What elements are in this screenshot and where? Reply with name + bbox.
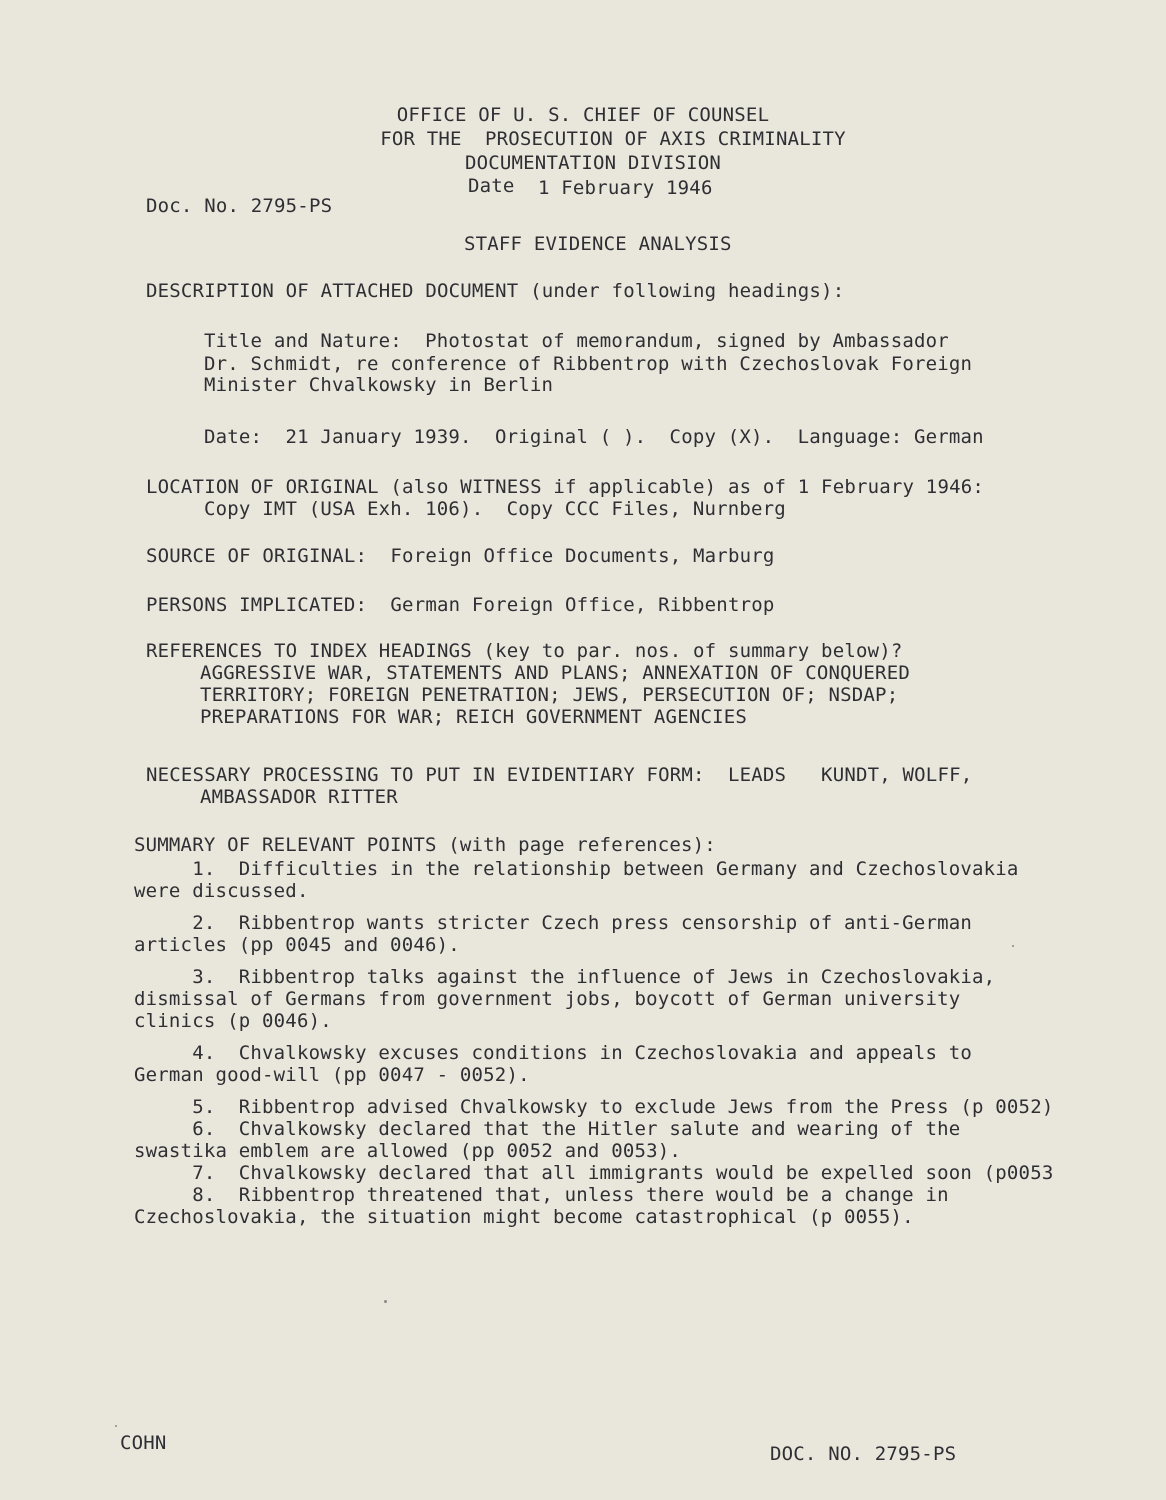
title-nature-line-3: Minister Chvalkowsky in Berlin [204, 374, 554, 396]
references-line-1: REFERENCES TO INDEX HEADINGS (key to par. nos. of summary below)? [146, 640, 903, 662]
header-division: DOCUMENTATION DIVISION [464, 152, 722, 174]
title-nature-line-1: Title and Nature: Photostat of memorandum, signed by Ambassador [204, 330, 949, 352]
footer-doc-number: DOC. NO. 2795-PS [770, 1443, 957, 1465]
summary-point-1a: 1. Difficulties in the relationship between Germany and Czechoslovakia [134, 858, 1019, 880]
header-office: OFFICE OF U. S. CHIEF OF COUNSEL [396, 104, 770, 126]
index-references [146, 640, 910, 728]
summary-point-2a: 2. Ribbentrop wants stricter Czech press censorship of anti-German [134, 912, 973, 934]
analyst-name: COHN [120, 1432, 167, 1454]
summary-point-4a: 4. Chvalkowsky excuses conditions in Czechoslovakia and appeals to [134, 1042, 973, 1064]
processing-line-1: NECESSARY PROCESSING TO PUT IN EVIDENTIARY FORM: LEADS KUNDT, WOLFF, [146, 764, 973, 786]
summary-point-3b: dismissal of Germans from government jobs, boycott of German university [134, 988, 961, 1010]
summary-heading: SUMMARY OF RELEVANT POINTS (with page references): [134, 834, 716, 856]
references-line-2: AGGRESSIVE WAR, STATEMENTS AND PLANS; ANNEXATION OF CONQUERED [200, 662, 910, 684]
summary-points [134, 858, 1053, 1228]
summary-point-4b: German good-will (pp 0047 - 0052). [134, 1064, 530, 1086]
header-date-value: 1 February 1946 [538, 177, 713, 199]
scan-speck [115, 1425, 117, 1427]
location-line-2: Copy IMT (USA Exh. 106). Copy CCC Files, Nurnberg [204, 498, 786, 520]
title-and-nature [204, 330, 972, 396]
header-date-label: Date [468, 175, 515, 197]
summary-point-1b: were discussed. [134, 880, 309, 902]
title-nature-line-2: Dr. Schmidt, re conference of Ribbentrop with Czechoslovak Foreign [204, 353, 973, 375]
header-prosecution: FOR THE PROSECUTION OF AXIS CRIMINALITY [380, 128, 846, 150]
summary-point-8a: 8. Ribbentrop threatened that, unless there would be a change in [134, 1184, 949, 1206]
references-line-3: TERRITORY; FOREIGN PENETRATION; JEWS, PERSECUTION OF; NSDAP; [200, 684, 899, 706]
summary-point-5: 5. Ribbentrop advised Chvalkowsky to exclude Jews from the Press (p 0052) [134, 1096, 1054, 1118]
summary-point-6b: swastika emblem are allowed (pp 0052 and 0053). [134, 1140, 682, 1162]
description-heading: DESCRIPTION OF ATTACHED DOCUMENT (under following headings): [146, 280, 845, 302]
source-of-original: SOURCE OF ORIGINAL: Foreign Office Documents, Marburg [146, 545, 775, 567]
doc-number: Doc. No. 2795-PS [146, 195, 333, 217]
processing-line-2: AMBASSADOR RITTER [200, 786, 398, 808]
summary-point-3c: clinics (p 0046). [134, 1010, 332, 1032]
location-line-1: LOCATION OF ORIGINAL (also WITNESS if applicable) as of 1 February 1946: [146, 476, 985, 498]
persons-implicated: PERSONS IMPLICATED: German Foreign Office, Ribbentrop [146, 594, 775, 616]
summary-point-8b: Czechoslovakia, the situation might become catastrophical (p 0055). [134, 1206, 914, 1228]
summary-point-2b: articles (pp 0045 and 0046). [134, 934, 460, 956]
scan-speck [384, 1300, 387, 1303]
summary-point-6a: 6. Chvalkowsky declared that the Hitler salute and wearing of the [134, 1118, 961, 1140]
document-date-line: Date: 21 January 1939. Original ( ). Copy (X). Language: German [204, 426, 984, 448]
summary-point-3a: 3. Ribbentrop talks against the influence of Jews in Czechoslovakia, [134, 966, 996, 988]
references-line-4: PREPARATIONS FOR WAR; REICH GOVERNMENT AGENCIES [200, 706, 748, 728]
page-title: STAFF EVIDENCE ANALYSIS [464, 233, 732, 255]
summary-point-7: 7. Chvalkowsky declared that all immigrants would be expelled soon (p0053 [134, 1162, 1054, 1184]
scan-speck [1012, 945, 1014, 947]
